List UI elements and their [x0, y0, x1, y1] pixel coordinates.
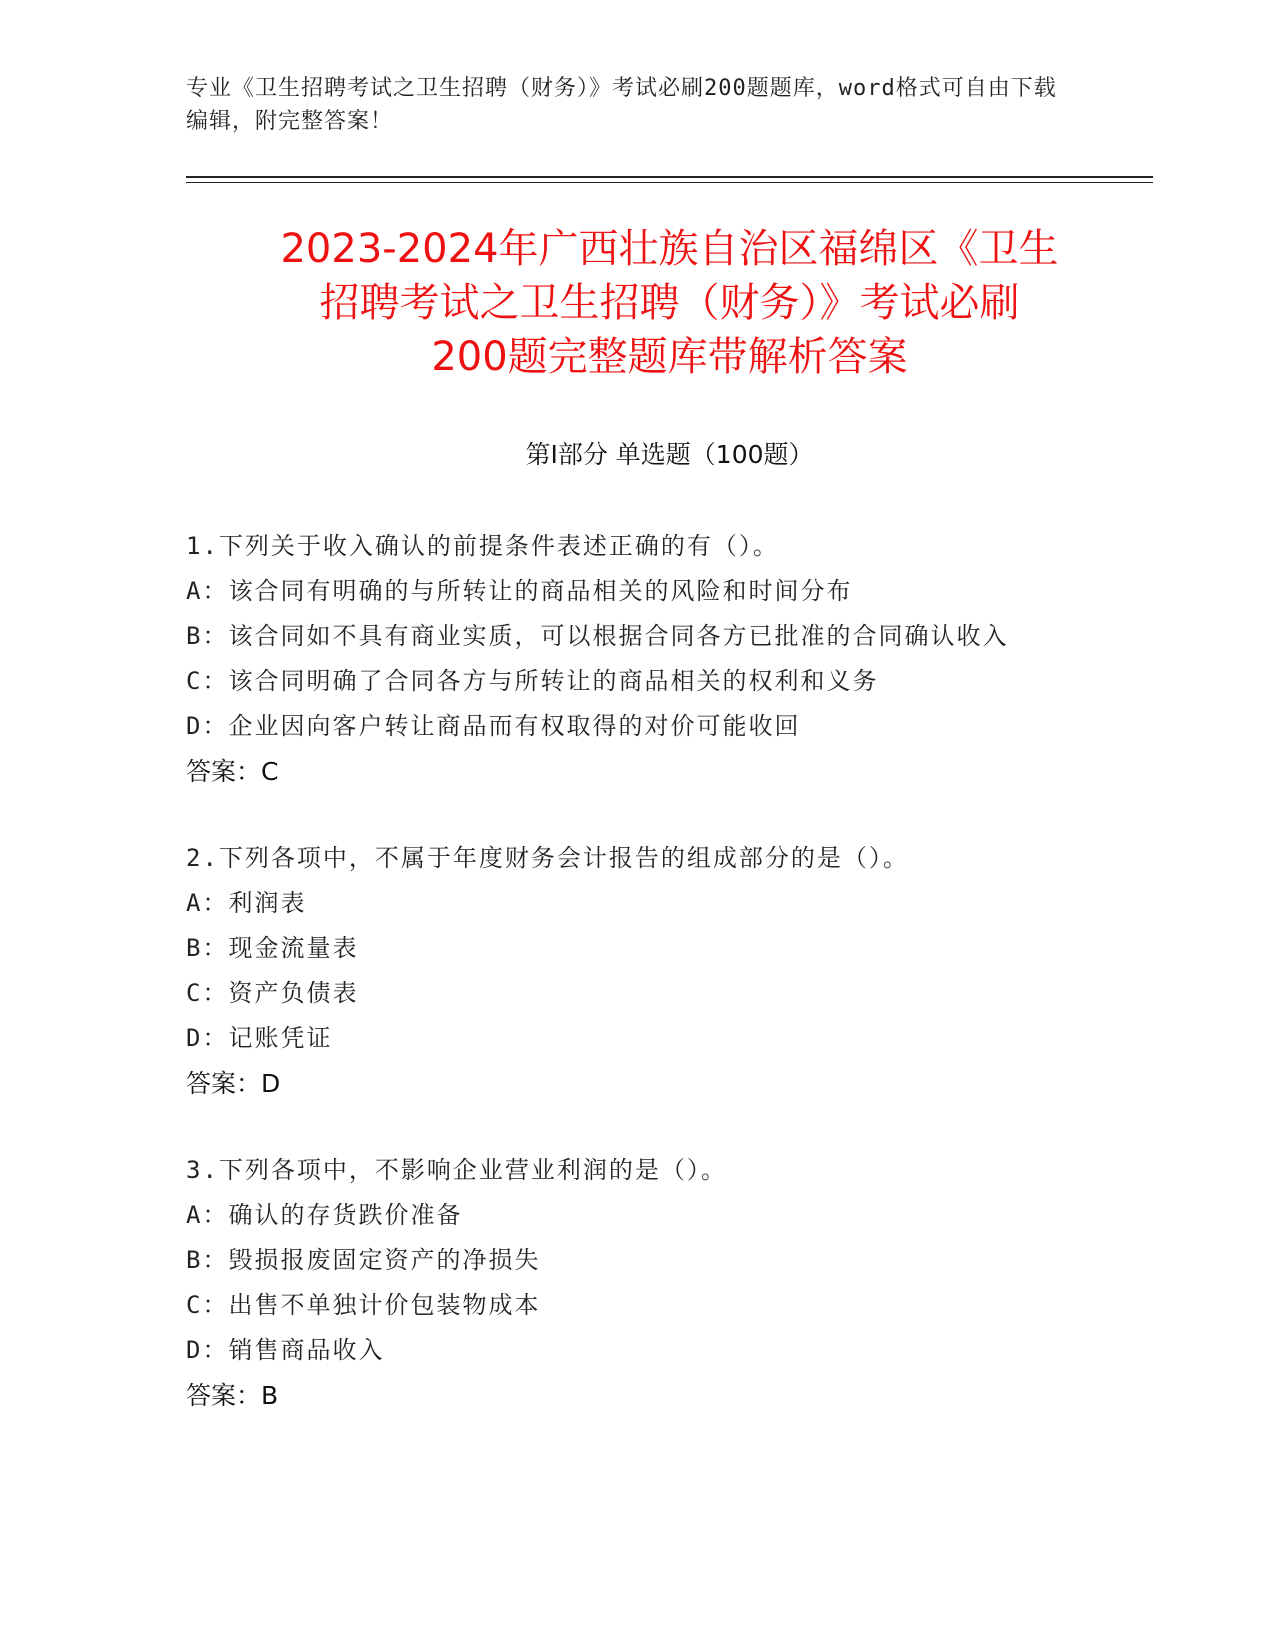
option-c: C：出售不单独计价包装物成本: [186, 1291, 541, 1319]
header-rule-thick: [186, 176, 1153, 178]
option-b: B：毁损报废固定资产的净损失: [186, 1246, 541, 1274]
answer: 答案：D: [186, 1069, 281, 1098]
title-line: 2023-2024年广西壮族自治区福绵区《卫生: [280, 226, 1059, 272]
option-a: A：该合同有明确的与所转让的商品相关的风险和时间分布: [186, 577, 853, 605]
option-d: D：企业因向客户转让商品而有权取得的对价可能收回: [186, 712, 801, 740]
option-b: B：该合同如不具有商业实质，可以根据合同各方已批准的合同确认收入: [186, 622, 1009, 650]
option-c: C：该合同明确了合同各方与所转让的商品相关的权利和义务: [186, 667, 879, 695]
question-stem: 1.下列关于收入确认的前提条件表述正确的有（）。: [186, 532, 779, 560]
question-stem: 2.下列各项中，不属于年度财务会计报告的组成部分的是（）。: [186, 844, 909, 872]
option-a: A：确认的存货跌价准备: [186, 1201, 463, 1229]
option-c: C：资产负债表: [186, 979, 359, 1007]
header-note: 专业《卫生招聘考试之卫生招聘（财务）》考试必刷200题题库，word格式可自由下载编辑，附完整答案！: [186, 76, 1057, 134]
question-item: [186, 524, 1086, 794]
answer: 答案：C: [186, 757, 279, 786]
question-item: [186, 1148, 1086, 1418]
title-line: 200题完整题库带解析答案: [431, 334, 908, 380]
document-title: [186, 222, 1153, 384]
answer: 答案：B: [186, 1381, 279, 1410]
option-b: B：现金流量表: [186, 934, 359, 962]
header-rule-thin: [186, 182, 1153, 183]
question-stem: 3.下列各项中，不影响企业营业利润的是（）。: [186, 1156, 727, 1184]
option-d: D：销售商品收入: [186, 1336, 385, 1364]
title-line: 招聘考试之卫生招聘（财务）》考试必刷: [319, 280, 1020, 326]
section-title: 第Ⅰ部分 单选题（100题）: [525, 440, 814, 469]
question-item: [186, 836, 1086, 1106]
question-list: [186, 524, 1086, 1460]
option-a: A：利润表: [186, 889, 307, 917]
option-d: D：记账凭证: [186, 1024, 333, 1052]
